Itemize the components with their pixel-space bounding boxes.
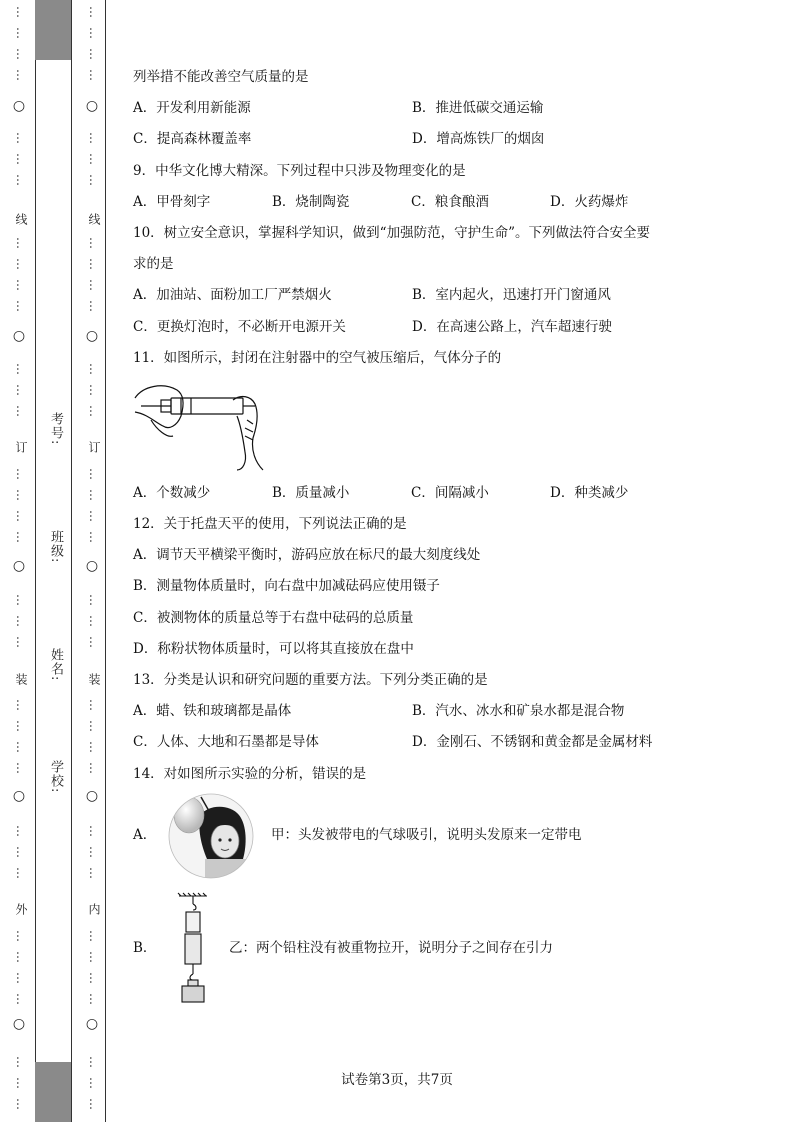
seal-dots: … <box>14 384 28 396</box>
seal-dots: … <box>87 636 101 648</box>
question-10-options-row <box>133 280 773 311</box>
question-14-option-b <box>133 890 773 1008</box>
seal-dots: … <box>87 174 101 186</box>
question-8-options-row <box>133 93 773 124</box>
seal-circle: ○ <box>85 328 99 344</box>
seal-dots: … <box>14 951 28 963</box>
option-a: A．开发利用新能源 <box>133 100 251 117</box>
seal-dots: … <box>87 531 101 543</box>
question-13-options-row <box>133 727 773 758</box>
seal-dots: … <box>14 699 28 711</box>
seal-dots: … <box>14 489 28 501</box>
seal-dots: … <box>87 258 101 270</box>
seal-dots: … <box>87 405 101 417</box>
page-footer: 试卷第3页，共7页 <box>341 1072 453 1088</box>
seal-word: 订 <box>87 441 101 453</box>
seal-dots: … <box>87 762 101 774</box>
question-14: 14．对如图所示实验的分析，错误的是 <box>133 765 367 782</box>
seal-dots: … <box>87 1056 101 1068</box>
seal-dots: … <box>87 930 101 942</box>
seal-word: 外 <box>14 903 28 915</box>
seal-dots: … <box>87 510 101 522</box>
seal-dots: … <box>14 930 28 942</box>
seal-dots: … <box>87 489 101 501</box>
seal-dots: … <box>14 615 28 627</box>
seal-dots: … <box>14 1098 28 1110</box>
seal-word: 内 <box>87 903 101 915</box>
question-11-options-row <box>133 478 773 509</box>
syringe-figure <box>133 374 773 478</box>
seal-dots: … <box>14 972 28 984</box>
seal-circle: ○ <box>85 1016 99 1032</box>
seal-dots: … <box>87 6 101 18</box>
margin-rule <box>105 0 106 1122</box>
seal-circle: ○ <box>12 328 26 344</box>
seal-dots: … <box>14 6 28 18</box>
option-d: D．称粉状物体质量时，可以将其直接放在盘中 <box>133 640 414 657</box>
seal-dots: … <box>14 1077 28 1089</box>
option-c: C．粮食酿酒 <box>411 193 489 210</box>
option-b: B．烧制陶瓷 <box>272 193 350 210</box>
question-13: 13．分类是认识和研究问题的重要方法。下列分类正确的是 <box>133 672 488 688</box>
question-8-continuation: 列举措不能改善空气质量的是 <box>133 69 309 85</box>
seal-word: 线 <box>87 213 101 225</box>
seal-dots: … <box>87 153 101 165</box>
option-d: D．金刚石、不锈钢和黄金都是金属材料 <box>412 734 653 751</box>
seal-dots: … <box>87 384 101 396</box>
seal-dots: … <box>87 363 101 375</box>
seal-dots: … <box>87 48 101 60</box>
exam-content <box>133 62 773 1008</box>
seal-dots: … <box>87 1077 101 1089</box>
seal-dots: … <box>14 531 28 543</box>
question-8-options-row <box>133 124 773 155</box>
seal-dots: … <box>14 762 28 774</box>
option-b: B．室内起火，迅速打开门窗通风 <box>412 287 611 304</box>
outer-seal-line <box>11 0 27 1122</box>
question-9-options-row <box>133 187 773 218</box>
seal-dots: … <box>14 741 28 753</box>
option-b-text: 乙：两个铅柱没有被重物拉开，说明分子之间存在引力 <box>229 940 553 957</box>
seal-dots: … <box>14 594 28 606</box>
question-10-line-2: 求的是 <box>133 256 174 273</box>
seal-dots: … <box>14 300 28 312</box>
seal-word: 装 <box>87 673 101 685</box>
option-c: C．被测物体的质量总等于右盘中砝码的总质量 <box>133 609 414 626</box>
seal-dots: … <box>87 69 101 81</box>
seal-dots: … <box>87 867 101 879</box>
question-14-option-a <box>133 790 773 882</box>
option-b: B．质量减小 <box>272 484 350 501</box>
seal-dots: … <box>87 951 101 963</box>
option-b: B．推进低碳交通运输 <box>412 100 544 117</box>
seal-dots: … <box>14 867 28 879</box>
seal-circle: ○ <box>85 788 99 804</box>
seal-dots: … <box>14 258 28 270</box>
seal-dots: … <box>14 846 28 858</box>
question-12: 12．关于托盘天平的使用，下列说法正确的是 <box>133 516 407 533</box>
seal-word: 线 <box>14 213 28 225</box>
seal-dots: … <box>87 741 101 753</box>
option-a-label: A． <box>133 827 157 844</box>
seal-dots: … <box>14 993 28 1005</box>
option-a: A．甲骨刻字 <box>133 193 211 210</box>
seal-dots: … <box>87 720 101 732</box>
seal-circle: ○ <box>12 558 26 574</box>
balloon-hair-photo <box>167 793 255 879</box>
question-10-line-1: 10．树立安全意识，掌握科学知识，做到“加强防范，守护生命”。下列做法符合安全要 <box>133 224 650 241</box>
option-c: C．更换灯泡时，不必断开电源开关 <box>133 318 346 335</box>
option-a: A．个数减少 <box>133 484 211 501</box>
seal-dots: … <box>14 1056 28 1068</box>
option-d: D．火药爆炸 <box>550 193 629 210</box>
class-label: 班级: <box>48 530 63 564</box>
seal-dots: … <box>87 993 101 1005</box>
option-c: C．提高森林覆盖率 <box>133 131 252 148</box>
seal-dots: … <box>14 468 28 480</box>
seal-dots: … <box>87 594 101 606</box>
option-a: A．加油站、面粉加工厂严禁烟火 <box>133 287 332 304</box>
seal-dots: … <box>87 468 101 480</box>
inner-seal-line <box>84 0 100 1122</box>
question-9: 9．中华文化博大精深。下列过程中只涉及物理变化的是 <box>133 162 466 179</box>
seal-circle: ○ <box>12 788 26 804</box>
seal-dots: … <box>14 27 28 39</box>
seal-circle: ○ <box>12 1016 26 1032</box>
seal-dots: … <box>14 69 28 81</box>
seal-word: 订 <box>14 441 28 453</box>
name-label: 姓名: <box>48 648 63 682</box>
option-a: A．蜡、铁和玻璃都是晶体 <box>133 703 292 720</box>
seal-dots: … <box>14 825 28 837</box>
option-c: C．间隔减小 <box>411 484 489 501</box>
seal-dots: … <box>14 363 28 375</box>
seal-dots: … <box>87 615 101 627</box>
seal-dots: … <box>87 1098 101 1110</box>
seal-dots: … <box>14 237 28 249</box>
seal-dots: … <box>14 174 28 186</box>
seal-dots: … <box>14 48 28 60</box>
question-13-options-row <box>133 696 773 727</box>
seal-dots: … <box>14 720 28 732</box>
question-11: 11．如图所示，封闭在注射器中的空气被压缩后，气体分子的 <box>133 349 502 366</box>
seal-dots: … <box>87 132 101 144</box>
seal-dots: … <box>14 636 28 648</box>
binding-margin <box>0 0 108 1122</box>
question-10-options-row <box>133 312 773 343</box>
lead-cylinders-diagram <box>173 892 213 1006</box>
seal-dots: … <box>14 279 28 291</box>
option-a-text: 甲：头发被带电的气球吸引，说明头发原来一定带电 <box>271 827 582 844</box>
seal-dots: … <box>87 279 101 291</box>
option-b-label: B． <box>133 940 157 957</box>
option-d: D．在高速公路上，汽车超速行驶 <box>412 318 612 335</box>
syringe-hand-illustration <box>133 380 273 472</box>
seal-word: 装 <box>14 673 28 685</box>
school-label: 学校: <box>48 760 63 794</box>
seal-dots: … <box>14 510 28 522</box>
seal-circle: ○ <box>85 558 99 574</box>
seal-circle: ○ <box>12 98 26 114</box>
seal-dots: … <box>87 237 101 249</box>
seal-dots: … <box>87 27 101 39</box>
seal-dots: … <box>14 132 28 144</box>
option-b: B．测量物体质量时，向右盘中加减砝码应使用镊子 <box>133 578 440 595</box>
margin-rule <box>35 0 36 1122</box>
option-c: C．人体、大地和石墨都是导体 <box>133 734 319 751</box>
seal-dots: … <box>87 972 101 984</box>
exam-number-label: 考号: <box>48 412 63 446</box>
seal-dots: … <box>87 825 101 837</box>
seal-circle: ○ <box>85 98 99 114</box>
seal-dots: … <box>14 405 28 417</box>
margin-rule <box>71 0 72 1122</box>
seal-dots: … <box>87 300 101 312</box>
seal-dots: … <box>14 153 28 165</box>
option-d: D．增高炼铁厂的烟囱 <box>412 131 545 148</box>
margin-band-top <box>35 0 71 60</box>
option-d: D．种类减少 <box>550 484 629 501</box>
seal-dots: … <box>87 846 101 858</box>
seal-dots: … <box>87 699 101 711</box>
option-b: B．汽水、冰水和矿泉水都是混合物 <box>412 703 625 720</box>
option-a: A．调节天平横梁平衡时，游码应放在标尺的最大刻度线处 <box>133 547 481 564</box>
